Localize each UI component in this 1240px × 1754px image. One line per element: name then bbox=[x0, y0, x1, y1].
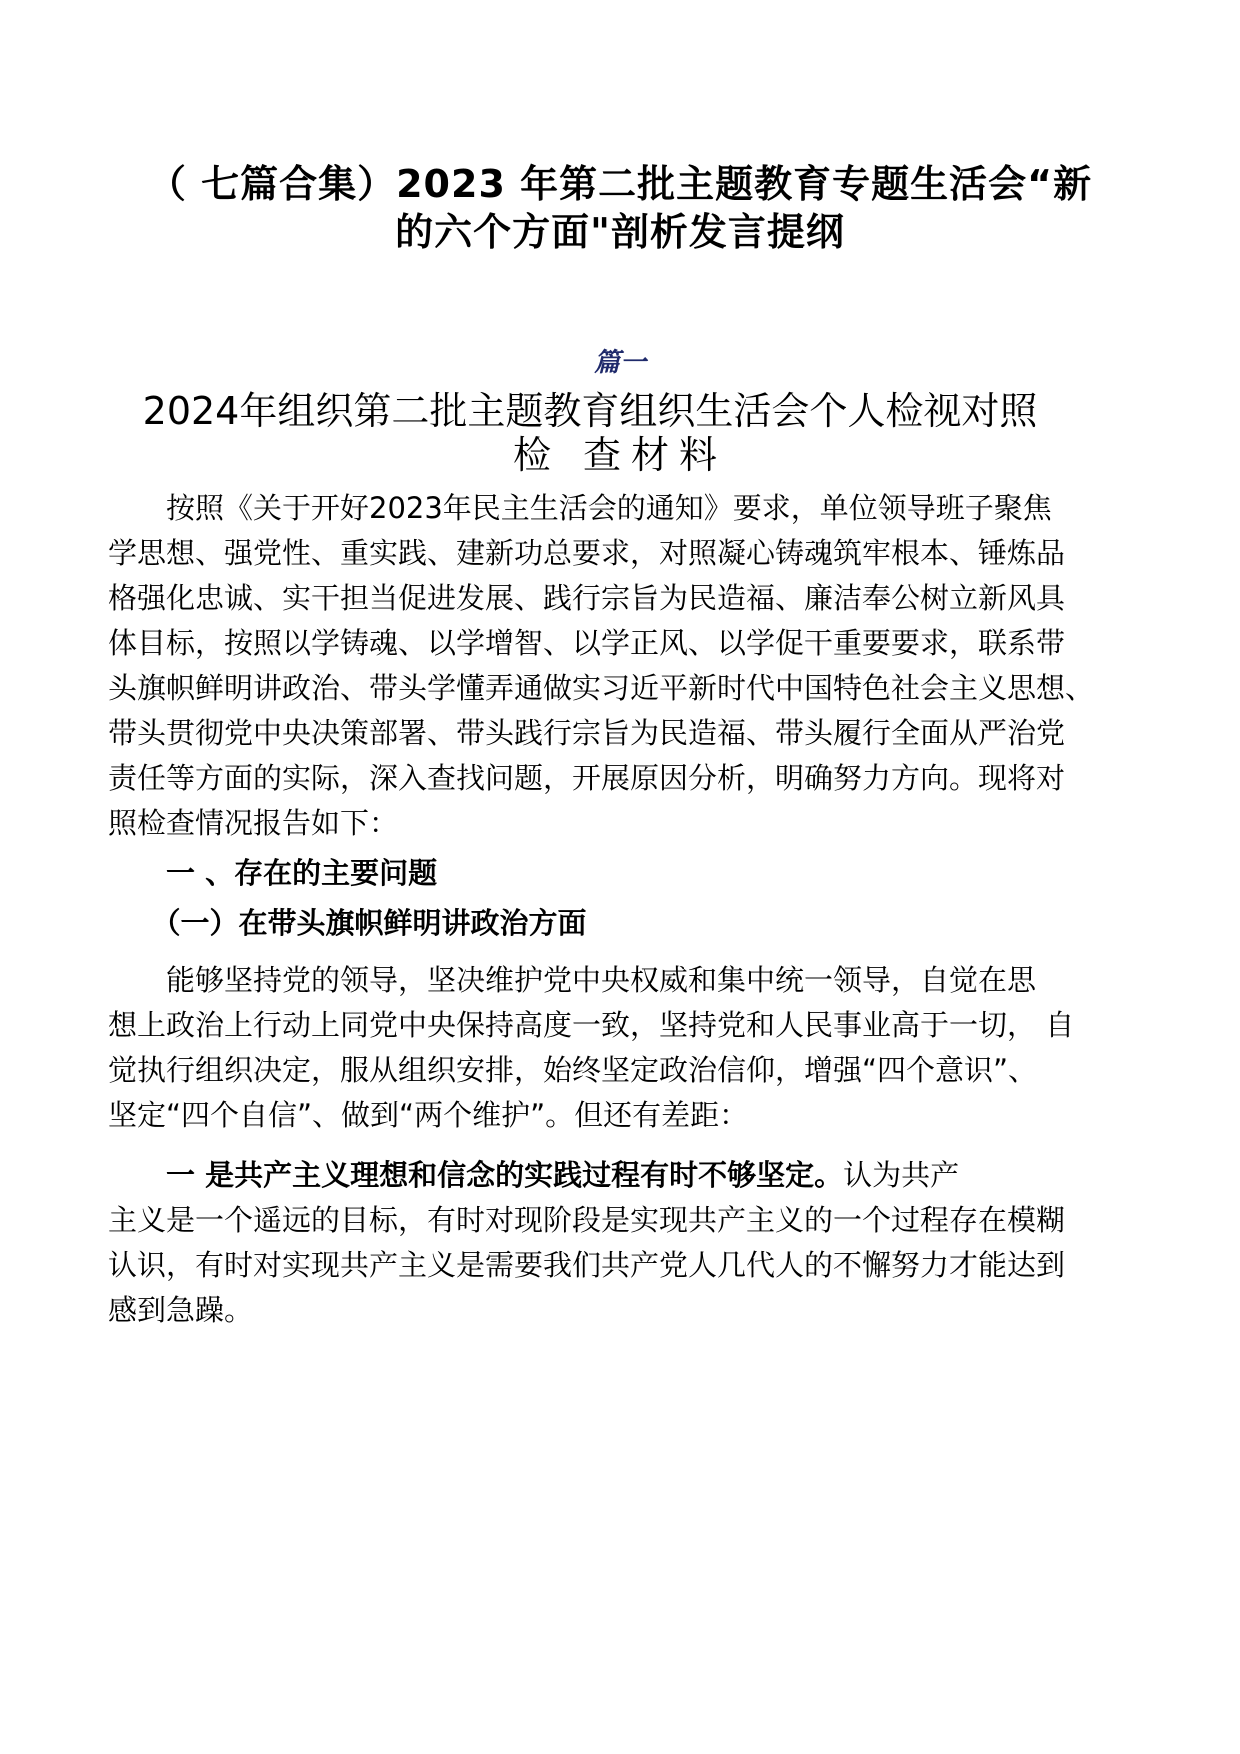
body-line: 照检查情况报告如下： bbox=[108, 806, 399, 840]
heading-level-2: （一）在带头旗帜鲜明讲政治方面 bbox=[108, 906, 587, 940]
body-line: 能够坚持党的领导，坚决维护党中央权威和集中统一领导，自觉在思 bbox=[108, 963, 1037, 997]
body-line: 带头贯彻党中央决策部署、带头践行宗旨为民造福、带头履行全面从严治党 bbox=[108, 716, 1066, 750]
body-line: 体目标，按照以学铸魂、以学增智、以学正风、以学促干重要要求，联系带 bbox=[108, 626, 1066, 660]
body-line: 学思想、强党性、重实践、建新功总要求，对照凝心铸魂筑牢根本、锤炼品 bbox=[108, 536, 1066, 570]
section-title-line-1: 2024年组织第二批主题教育组织生活会个人检视对照 bbox=[142, 389, 1038, 433]
body-line: 主义是一个遥远的目标，有时对现阶段是实现共产主义的一个过程存在模糊 bbox=[108, 1203, 1066, 1237]
body-line: 觉执行组织决定，服从组织安排，始终坚定政治信仰，增强“四个意识”、 bbox=[108, 1053, 1038, 1087]
document-title-line-1: （ 七篇合集）2023 年第二批主题教育专题生活会“新 bbox=[147, 162, 1093, 206]
body-line: 坚定“四个自信”、做到“两个维护”。但还有差距： bbox=[108, 1098, 749, 1132]
lead-bold-phrase: 一 是共产主义理想和信念的实践过程有时不够坚定。 bbox=[108, 1158, 844, 1192]
body-line-lead bbox=[108, 1155, 959, 1195]
heading-level-1: 一 、存在的主要问题 bbox=[108, 856, 438, 890]
body-line: 格强化忠诚、实干担当促进发展、践行宗旨为民造福、廉洁奉公树立新风具 bbox=[108, 581, 1066, 615]
body-line: 认识，有时对实现共产主义是需要我们共产党人几代人的不懈努力才能达到 bbox=[108, 1248, 1066, 1282]
section-marker: 篇一 bbox=[593, 348, 646, 378]
body-line: 想上政治上行动上同党中央保持高度一致，坚持党和人民事业高于一切， 自 bbox=[108, 1008, 1075, 1042]
lead-rest-text: 认为共产 bbox=[843, 1158, 960, 1192]
body-line: 责任等方面的实际，深入查找问题，开展原因分析，明确努力方向。现将对 bbox=[108, 761, 1066, 795]
body-line: 感到急躁。 bbox=[108, 1293, 254, 1327]
body-line: 按照《关于开好2023年民主生活会的通知》要求，单位领导班子聚焦 bbox=[108, 491, 1052, 525]
document-title-line-2: 的六个方面"剖析发言提纲 bbox=[395, 210, 845, 254]
body-line: 头旗帜鲜明讲政治、带头学懂弄通做实习近平新时代中国特色社会主义思想、 bbox=[108, 671, 1095, 705]
section-title-line-2: 检 查材料 bbox=[512, 433, 728, 477]
